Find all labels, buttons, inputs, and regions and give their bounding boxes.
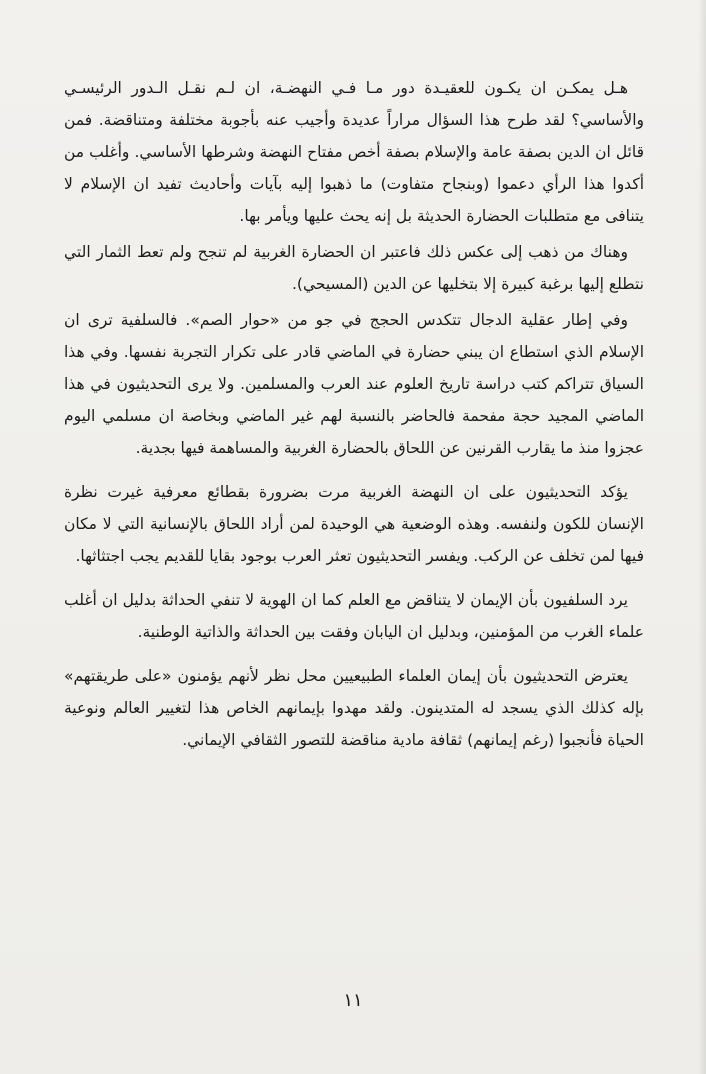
- paragraph-4: يؤكد التحديثيون على ان النهضة الغربية مرت بضرورة بقطائع معرفية غيرت نظرة الإنسان للكون ولنفسه. وهذه الوضعية هي الوحيدة لمن أراد اللحاق بالإنسانية التي لا مكان فيها لمن تخلف عن الركب. ويفسر التحديثيون تعثر العرب بوجود بقايا للقديم يجب اجتثاثها.: [64, 483, 644, 565]
- page-edge-shadow: [698, 0, 706, 1074]
- page-number: ١١: [343, 990, 363, 1011]
- paragraph-3: وفي إطار عقلية الدجال تتكدس الحجج في جو من «حوار الصم». فالسلفية ترى ان الإسلام الذي استطاع ان يبني حضارة في الماضي قادر على تكرار التجربة نفسها. وفي هذا السياق تتراكم كتب دراسة تاريخ العلوم عند العرب والمسلمين. ولا يرى التحديثيون في هذا الماضي المجيد حجة مفحمة فالحاضر بالنسبة لهم غير الماضي وبخاصة ان مسلمي اليوم عجزوا منذ ما يقارب القرنين عن اللحاق بالحضارة الغربية والمساهمة فيها بجدية.: [64, 311, 644, 457]
- body-text: [64, 72, 644, 756]
- paragraph-6: يعترض التحديثيون بأن إيمان العلماء الطبيعيين محل نظر لأنهم يؤمنون «على طريقتهم» بإله كذلك الذي يسجد له المتدينون. ولقد مهدوا بإيمانهم الخاص هذا لتغيير العالم ونوعية الحياة فأنجبوا (رغم إيمانهم) ثقافة مادية مناقضة للتصور الثقافي الإيماني.: [64, 667, 644, 749]
- paragraph-2: وهناك من ذهب إلى عكس ذلك فاعتبر ان الحضارة الغربية لم تنجح ولم تعط الثمار التي نتطلع إليها برغبة كبيرة إلا بتخليها عن الدين (المسيحي).: [64, 243, 644, 293]
- paragraph-5: يرد السلفيون بأن الإيمان لا يتناقض مع العلم كما ان الهوية لا تنفي الحداثة بدليل ان أغلب علماء الغرب من المؤمنين، وبدليل ان اليابان وفقت بين الحداثة والذاتية الوطنية.: [64, 591, 644, 641]
- paragraph-1: هـل يمكـن ان يكـون للعقيـدة دور مـا فـي النهضـة، ان لـم نقـل الـدور الرئيسـي والأساسي؟ لقد طرح هذا السؤال مراراً عديدة وأجيب عنه بأجوبة مختلفة ومتناقضة. فمن قائل ان الدين بصفة عامة والإسلام بصفة أخص مفتاح النهضة وشرطها الأساسي. وأغلب من أكدوا هذا الرأي دعموا (وبنجاح متفاوت) ما ذهبوا إليه بآيات وأحاديث تفيد ان الإسلام لا يتنافى مع متطلبات الحضارة الحديثة بل إنه يحث عليها ويأمر بها.: [64, 79, 644, 225]
